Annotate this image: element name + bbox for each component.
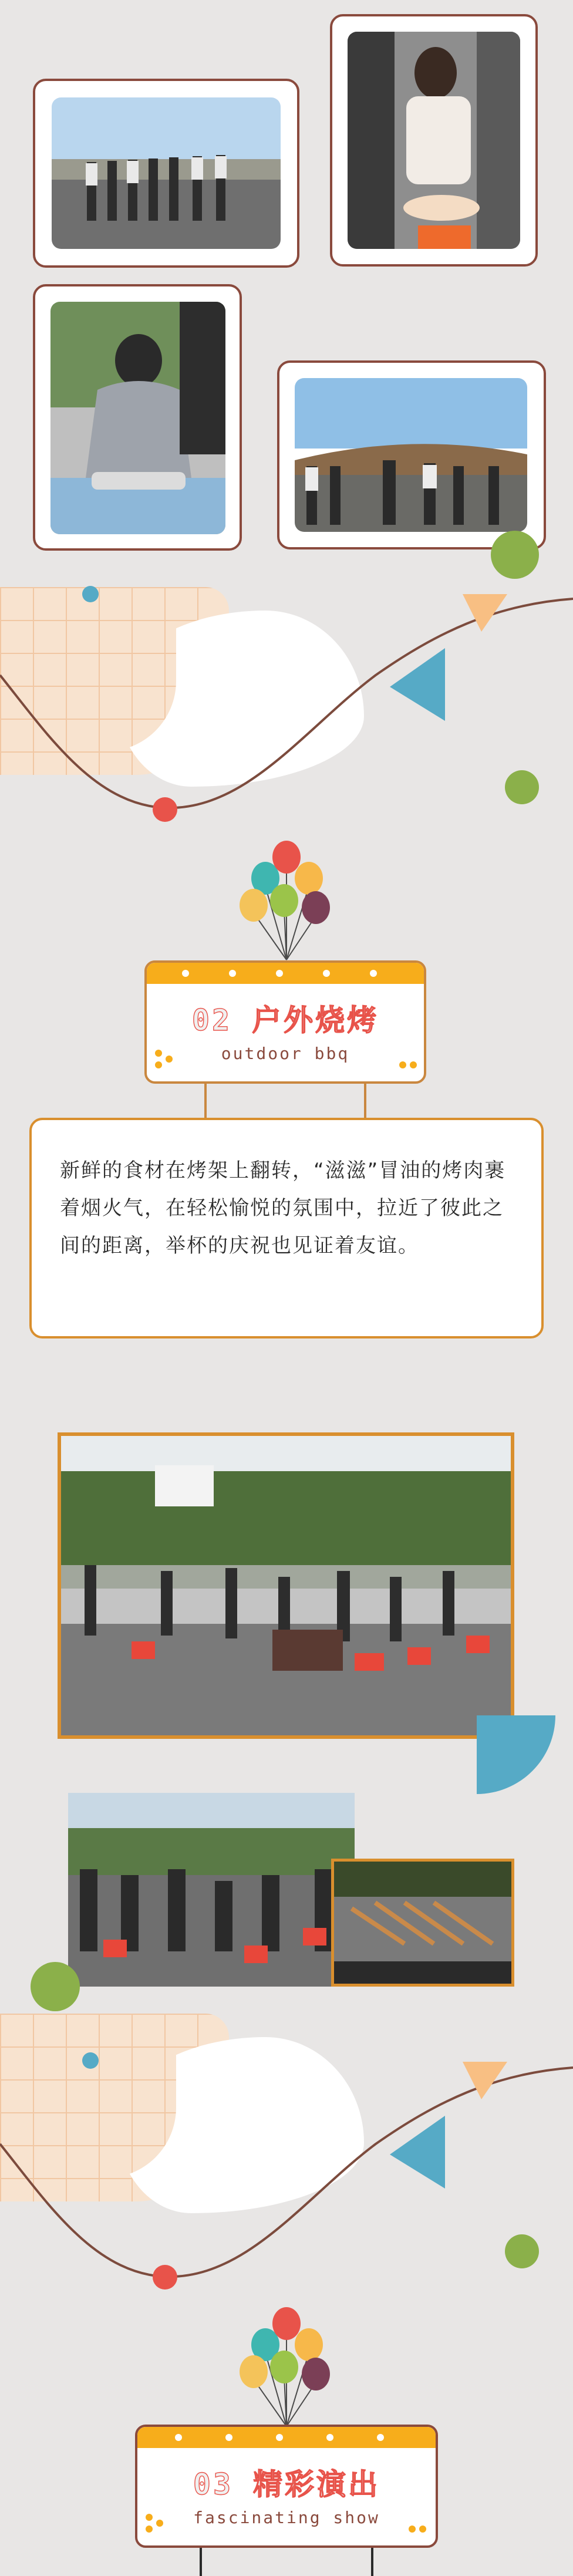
photo-frame-crouching-girl (33, 284, 242, 551)
photo-frame-team-walk (33, 79, 299, 268)
photo-bbq-eating (68, 1793, 355, 1987)
triangle-decor-icon-2 (384, 2113, 449, 2190)
orange-triangle-decor-icon-2 (461, 2059, 508, 2100)
green-dot-small (505, 770, 539, 804)
photo-woman-bowl (348, 32, 520, 249)
bbq-description-text: 新鲜的食材在烤架上翻转，“滋滋”冒油的烤肉裹着烟火气，在轻松愉悦的氛围中，拉近了彼此之间的距离，举杯的庆祝也见证着友谊。 (60, 1159, 506, 1257)
photo-frame-woman-bowl (330, 14, 538, 267)
balloon-bunch-icon (240, 839, 333, 963)
orange-triangle-decor-icon (461, 592, 508, 633)
quarter-circle-decor-icon (477, 1715, 555, 1794)
section-banner-show (135, 2425, 438, 2548)
section-subtitle-show: fascinating show (193, 2508, 380, 2527)
red-dot-2 (153, 2265, 177, 2290)
photo-bbq-crowd (61, 1436, 511, 1735)
connector-right (364, 1084, 366, 1119)
triangle-decor-icon (384, 646, 449, 722)
photo-team-walk (52, 97, 281, 249)
red-dot (153, 797, 177, 822)
banner-top-strip-2 (137, 2427, 436, 2448)
connector-left-2 (200, 2548, 202, 2576)
green-dot-top (491, 531, 539, 579)
section-subtitle-bbq: outdoor bbq (221, 1044, 350, 1063)
balloon-bunch-icon-2 (240, 2306, 333, 2429)
teal-small-dot (82, 586, 99, 602)
section-title-bbq: 02 户外烧烤 (191, 1003, 379, 1037)
photo-frame-bbq-crowd (58, 1432, 514, 1739)
photo-frame-group-hill (277, 360, 546, 549)
teal-small-dot-2 (82, 2052, 99, 2069)
green-dot-small-2 (505, 2234, 539, 2268)
bbq-description-box (29, 1118, 544, 1338)
photo-frame-grill-skewers (331, 1859, 514, 1987)
section-title-show: 03 精彩演出 (193, 2467, 380, 2501)
section-banner-bbq (144, 960, 426, 1084)
connector-right-2 (371, 2548, 373, 2576)
photo-grill-skewers (334, 1862, 511, 1984)
photo-group-hill (295, 378, 527, 532)
photo-crouching-girl (50, 302, 225, 534)
green-dot-left (31, 1962, 80, 2011)
banner-top-strip (147, 963, 424, 984)
connector-left (204, 1084, 207, 1119)
